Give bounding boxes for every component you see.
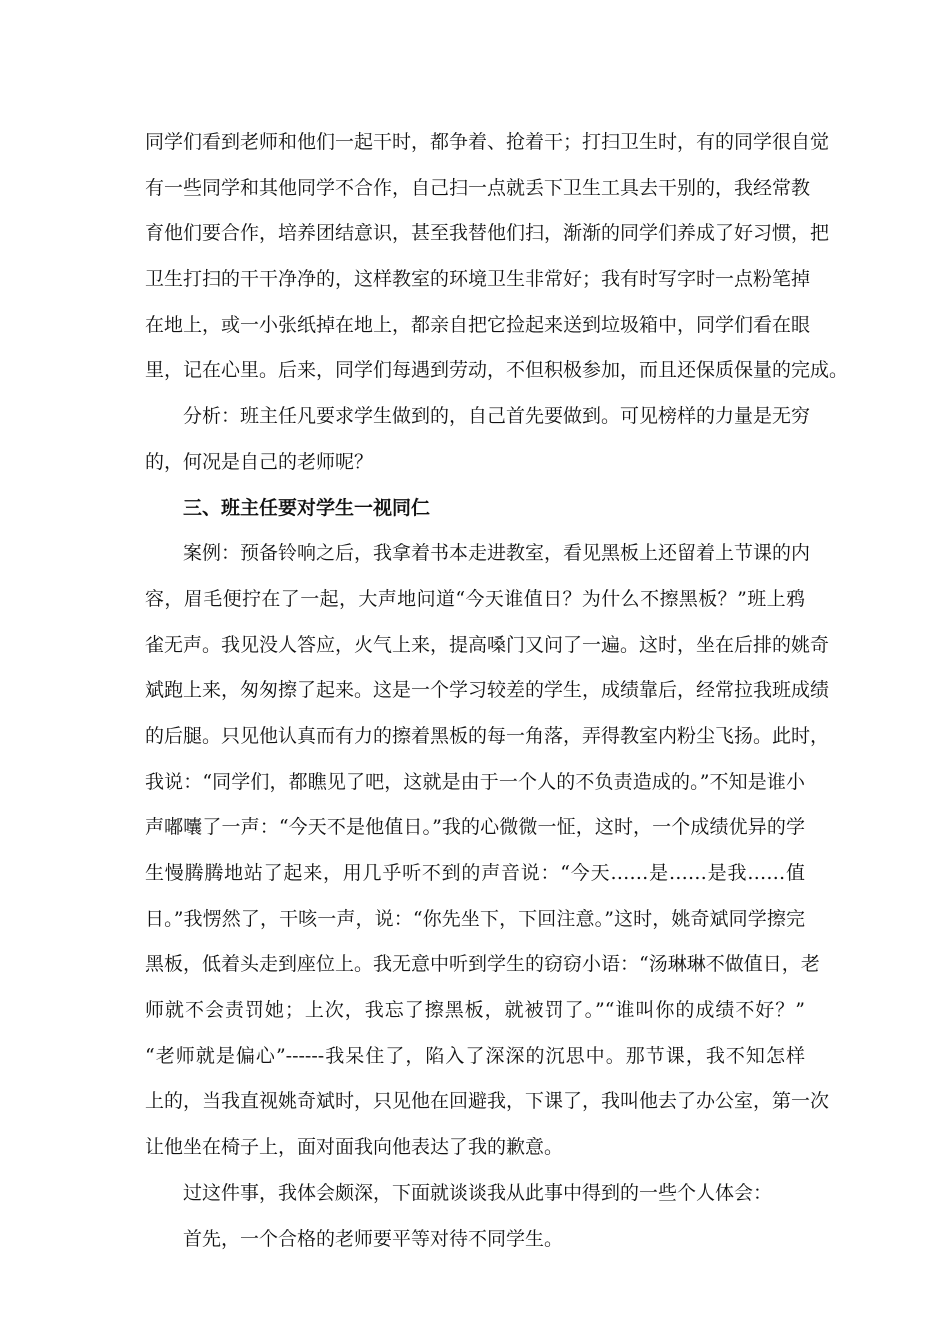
text-line: 雀无声。我见没人答应，火气上来，提高嗓门又问了一遍。这时，坐在后排的姚奇 bbox=[145, 633, 830, 656]
text-line: 首先，一个合格的老师要平等对待不同学生。 bbox=[183, 1227, 564, 1250]
text-line: 容，眉毛便拧在了一起，大声地问道“今天谁值日？为什么不擦黑板？”班上鸦 bbox=[145, 587, 805, 610]
text-line: 斌跑上来，匆匆擦了起来。这是一个学习较差的学生，成绩靠后，经常拉我班成绩 bbox=[145, 679, 830, 702]
text-line: 里，记在心里。后来，同学们每遇到劳动，不但积极参加，而且还保质保量的完成。 bbox=[145, 359, 849, 382]
text-line: 声嘟囔了一声：“今天不是他值日。”我的心微微一怔，这时，一个成绩优异的学 bbox=[145, 816, 805, 839]
text-line: 的，何况是自己的老师呢？ bbox=[145, 450, 374, 473]
text-line: 在地上，或一小张纸掉在地上，都亲自把它捡起来送到垃圾箱中，同学们看在眼 bbox=[145, 313, 811, 336]
text-line: 分析：班主任凡要求学生做到的，自己首先要做到。可见榜样的力量是无穷 bbox=[183, 405, 811, 428]
text-line: 生慢腾腾地站了起来，用几乎听不到的声音说：“今天……是……是我……值 bbox=[145, 862, 805, 884]
text-line: 日。”我愣然了，干咳一声，说：“你先坐下，下回注意。”这时，姚奇斌同学擦完 bbox=[145, 907, 805, 930]
text-line: 同学们看到老师和他们一起干时，都争着、抢着干；打扫卫生时，有的同学很自觉 bbox=[145, 131, 830, 153]
text-line: 黑板，低着头走到座位上。我无意中听到学生的窃窃小语：“汤琳琳不做值日，老 bbox=[145, 953, 820, 976]
text-line: 师就不会责罚她；上次，我忘了擦黑板，就被罚了。”“谁叫你的成绩不好？” bbox=[145, 999, 805, 1022]
text-line: 育他们要合作，培养团结意识，甚至我替他们扫，渐渐的同学们养成了好习惯，把 bbox=[145, 222, 830, 245]
section-heading: 三、班主任要对学生一视同仁 bbox=[183, 496, 431, 519]
text-line: 我说：“同学们，都瞧见了吧，这就是由于一个人的不负责造成的。”不知是谁小 bbox=[145, 770, 805, 793]
text-line: 上的，当我直视姚奇斌时，只见他在回避我，下课了，我叫他去了办公室，第一次 bbox=[145, 1090, 830, 1113]
text-line: 的后腿。只见他认真而有力的擦着黑板的每一角落，弄得教室内粉尘飞扬。此时， bbox=[145, 724, 830, 747]
text-line: 有一些同学和其他同学不合作，自己扫一点就丢下卫生工具去干别的，我经常教 bbox=[145, 176, 811, 199]
text-line: 过这件事，我体会颇深，下面就谈谈我从此事中得到的一些个人体会： bbox=[183, 1181, 773, 1204]
text-line: 让他坐在椅子上，面对面我向他表达了我的歉意。 bbox=[145, 1136, 564, 1159]
text-line: 案例：预备铃响之后，我拿着书本走进教室，看见黑板上还留着上节课的内 bbox=[183, 542, 811, 565]
text-line: “老师就是偏心”------我呆住了，陷入了深深的沉思中。那节课，我不知怎样 bbox=[145, 1044, 805, 1067]
text-line: 卫生打扫的干干净净的，这样教室的环境卫生非常好；我有时写字时一点粉笔掉 bbox=[145, 268, 811, 291]
document-page bbox=[145, 120, 849, 1262]
